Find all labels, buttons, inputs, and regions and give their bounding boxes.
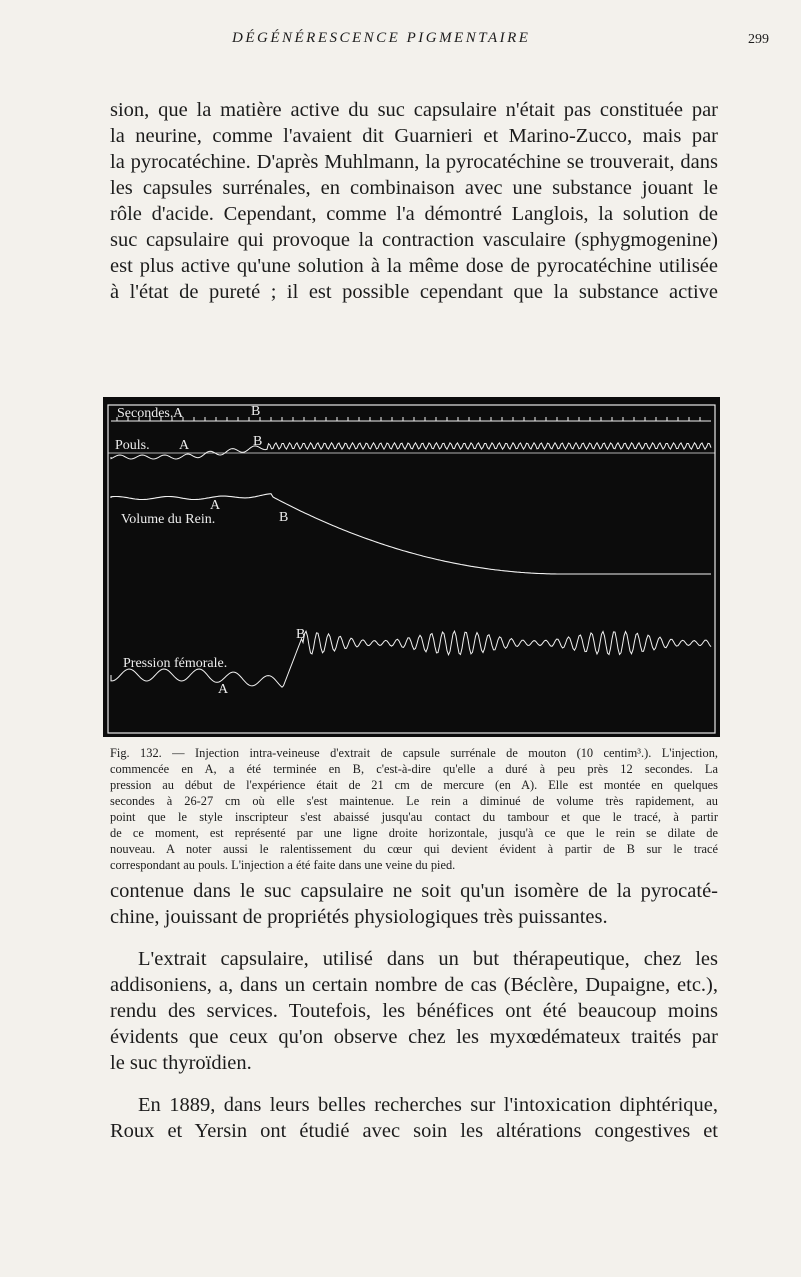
paragraph-1-line: les capsules surrénales, en combinaison avec une substance jouant le: [110, 177, 718, 199]
volume-label: Volume du Rein.: [121, 512, 216, 527]
pressure-mark-b: B: [296, 627, 306, 642]
caption-line: pression au début de l'expérience était de 21 cm de mercure (en A). Elle est montée en quelques: [110, 778, 718, 792]
seconds-mark-b: B: [251, 404, 261, 419]
pulse-label: Pouls.: [115, 438, 150, 453]
caption-line: nouveau. A noter aussi le ralentissement du cœur qui devient évident à partir de B sur le tracé: [110, 842, 718, 856]
caption-line: de ce moment, est représenté par une ligne droite horizontale, jusqu'à ce que le rein se dilate de: [110, 826, 718, 840]
seconds-mark-a: A: [173, 406, 184, 421]
caption-line: Fig. 132. — Injection intra-veineuse d'extrait de capsule surrénale de mouton (10 centim³.). L'injection,: [110, 746, 718, 760]
pulse-mark-a: A: [179, 438, 190, 453]
paragraph-4-line: En 1889, dans leurs belles recherches sur l'intoxication diphtérique,: [138, 1094, 718, 1116]
paragraph-1-line: est plus active qu'une solution à la même dose de pyrocatéchine utilisée: [110, 255, 718, 277]
paragraph-2-line: chine, jouissant de propriétés physiologiques très puissantes.: [110, 906, 608, 928]
paragraph-1-line: la neurine, comme l'avaient dit Guarnieri et Marino-Zucco, mais par: [110, 125, 718, 147]
kymograph-figure: [103, 397, 720, 737]
paragraph-4: [110, 1092, 718, 1144]
volume-mark-a: A: [210, 498, 221, 513]
volume-mark-b: B: [279, 510, 289, 525]
caption-line: secondes à 26-27 cm où elle s'est maintenue. Le rein a diminué de volume très rapidement, au: [110, 794, 718, 808]
seconds-label: Secondes.: [117, 406, 174, 421]
paragraph-2-line: contenue dans le suc capsulaire ne soit qu'un isomère de la pyrocaté-: [110, 880, 718, 902]
pressure-label: Pression fémorale.: [123, 656, 228, 671]
pressure-mark-a: A: [218, 682, 229, 697]
paragraph-1: [110, 97, 718, 305]
paragraph-1-line: suc capsulaire qui provoque la contraction vasculaire (sphygmogenine): [110, 229, 718, 251]
paragraph-1-line: rôle d'acide. Cependant, comme l'a démontré Langlois, la solution de: [110, 203, 718, 225]
paragraph-3-line: évidents que ceux qu'on observe chez les myxœdémateux traités par: [110, 1026, 718, 1048]
paragraph-3-line: addisoniens, a, dans un certain nombre de cas (Béclère, Dupaigne, etc.),: [110, 974, 718, 996]
kymograph-traces: [103, 397, 720, 737]
paragraph-4-line: Roux et Yersin ont étudié avec soin les altérations congestives et: [110, 1120, 718, 1142]
paragraph-1-line: la pyrocatéchine. D'après Muhlmann, la pyrocatéchine se trouverait, dans: [110, 151, 718, 173]
kidney-volume-trace: [111, 494, 711, 574]
paragraph-1-line: à l'état de pureté ; il est possible cependant que la substance active: [110, 281, 718, 303]
paragraph-3-line: L'extrait capsulaire, utilisé dans un but thérapeutique, chez les: [138, 948, 718, 970]
running-title: DÉGÉNÉRESCENCE PIGMENTAIRE: [232, 30, 531, 46]
paragraph-3: [110, 946, 718, 1076]
page-header: [0, 30, 801, 60]
paragraph-3-line: le suc thyroïdien.: [110, 1052, 252, 1074]
paragraph-2: [110, 878, 718, 930]
paragraph-1-line: sion, que la matière active du suc capsulaire n'était pas constituée par: [110, 99, 718, 121]
caption-line: point que le style inscripteur s'est abaissé jusqu'au contact du tambour et que le tracé, à partir: [110, 810, 718, 824]
pulse-mark-b: B: [253, 434, 263, 449]
caption-line: commencée en A, a été terminée en B, c'est-à-dire qu'elle a duré à peu près 12 secondes. La: [110, 762, 718, 776]
paragraph-3-line: rendu des services. Toutefois, les bénéfices ont été beaucoup moins: [110, 1000, 718, 1022]
trace-frame: [108, 405, 715, 733]
seconds-trace: [111, 417, 711, 421]
pulse-trace: [111, 443, 711, 459]
page-number: 299: [748, 32, 769, 47]
caption-line: correspondant au pouls. L'injection a été faite dans une veine du pied.: [110, 858, 456, 872]
figure-caption: [110, 745, 718, 873]
